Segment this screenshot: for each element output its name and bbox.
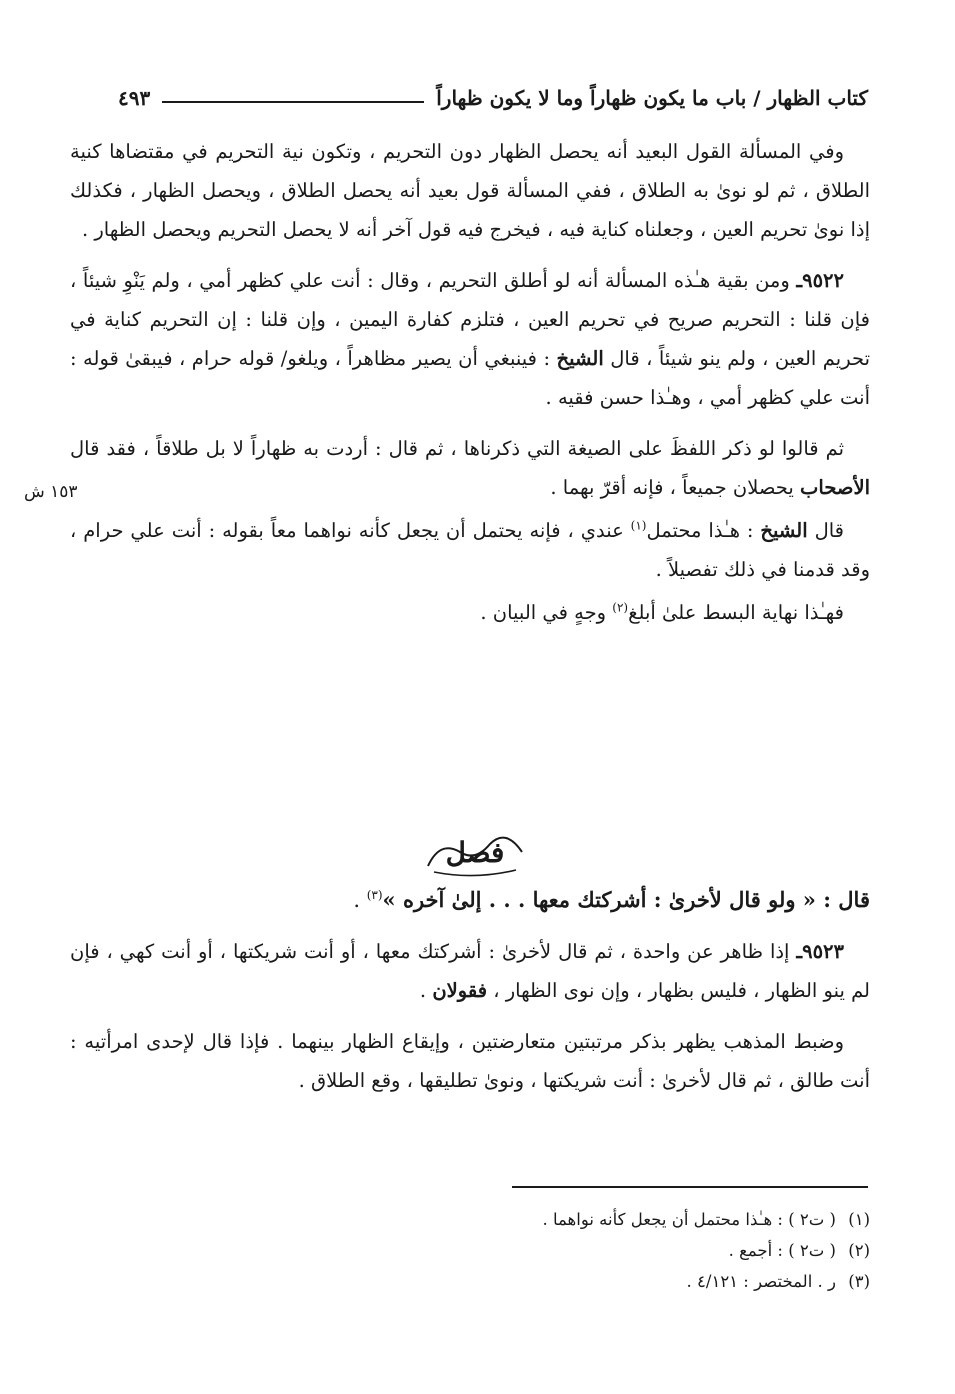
- fasl-ornament-heading: [420, 822, 530, 882]
- page-body: [70, 132, 870, 644]
- footnote-number: (٢): [848, 1241, 870, 1260]
- paragraph-text: إذا ظاهر عن واحدة ، ثم قال لأخرىٰ : أشركتك معها ، أو أنت شريكتها ، أو أنت كهي ، فإن لم ينو الظهار ، فليس بظهار ، وإن نوى الظهار ،: [70, 940, 870, 1002]
- paragraph-5: [70, 593, 870, 632]
- emphasis-term: فقولان: [432, 979, 488, 1002]
- footnote-separator: [512, 1186, 868, 1188]
- page-body-section-2: [70, 878, 870, 1112]
- footnotes: [300, 1204, 870, 1297]
- subheading-text: »: [382, 887, 403, 912]
- paragraph-text: فهـٰذا نهاية البسط علىٰ أبلغ: [628, 601, 844, 624]
- paragraph-number: ٩٥٢٣ـ: [796, 940, 844, 963]
- section-subheading: [70, 878, 870, 922]
- paragraph-text: .: [419, 979, 433, 1002]
- paragraph-text: ثم قالوا لو ذكر اللفظَ على الصيغة التي ذكرناها ، ثم قال : أردت به ظهاراً لا بل طلاقاً ، فقد قال: [70, 437, 844, 460]
- emphasis-term: الشيخ: [556, 347, 604, 370]
- subheading-text: قال : «: [795, 887, 870, 912]
- paragraph-text: قال: [807, 519, 845, 542]
- footnote-number: (١): [848, 1210, 870, 1229]
- paragraph-number: ٩٥٢٢ـ: [796, 269, 844, 292]
- header-rule: [162, 101, 424, 103]
- margin-folio-note: ١٥٣ ش: [24, 482, 78, 502]
- paragraph-text: : فينبغي أن يصير مظاهراً ، ويلغو/ قوله حرام ، فيبقىٰ قوله : أنت علي كظهر أمي ، وهـٰذا حسن فقيه .: [70, 347, 870, 409]
- paragraph-4: [70, 511, 870, 589]
- emphasis-term: الشيخ: [760, 519, 808, 542]
- footnote-2: [300, 1235, 870, 1266]
- paragraph-text: وجهٍ في البيان .: [480, 601, 613, 624]
- paragraph-text: : هـٰذا محتمل: [646, 519, 761, 542]
- footnote-text: ( ت٢ ) : هـٰذا محتمل أن يجعل كأنه نواهما .: [542, 1210, 836, 1229]
- paragraph-9523: [70, 932, 870, 1010]
- fasl-heading-text: فصل: [445, 836, 505, 869]
- paragraph-1: وفي المسألة القول البعيد أنه يحصل الظهار دون التحريم ، وتكون نية التحريم في مقتضاها كنية الطلاق ، ثم لو نوىٰ به الطلاق ، ففي المسألة قول بعيد أنه يحصل الطلاق ، ويحصل الظهار ، فكذلك إذا نوىٰ تحريم العين ، وجعلناه كناية فيه ، فيخرج فيه قول آخر أنه لا يحصل التحريم ويحصل الظهار .: [70, 140, 870, 241]
- header-title: كتاب الظهار / باب ما يكون ظهاراً وما لا يكون ظهاراً: [436, 86, 868, 110]
- subheading-text: .: [353, 888, 367, 912]
- page-number: ٤٩٣: [118, 86, 151, 110]
- footnote-1: [300, 1204, 870, 1235]
- paragraph-text: يحصلان جميعاً ، فإنه أقرّ بهما .: [550, 476, 801, 499]
- paragraph-7: وضبط المذهب يظهر بذكر مرتبتين متعارضتين ، وإيقاع الظهار بينهما . فإذا قال لإحدى امرأتيه : أنت طالق ، ثم قال لأخرىٰ : أنت شريكتها ، ونوىٰ تطليقها ، وقع الطلاق .: [70, 1030, 870, 1092]
- footnote-ref-2[interactable]: (٢): [612, 600, 629, 615]
- footnote-ref-1[interactable]: (١): [630, 518, 647, 533]
- footnote-text: ر . المختصر : ٤/١٢١ .: [686, 1272, 836, 1291]
- paragraph-3: [70, 429, 870, 507]
- paragraph-text: عندي ، فإنه يحتمل أن يجعل كأنه نواهما معاً بقوله : أنت علي حرام ، وقد قدمنا في ذلك تفصيلاً .: [70, 519, 870, 581]
- emphasis-term: الأصحاب: [800, 476, 870, 499]
- footnote-number: (٣): [848, 1272, 870, 1291]
- footnote-ref-3[interactable]: (٣): [366, 888, 383, 902]
- paragraph-9522: [70, 261, 870, 417]
- subheading-quote: ولو قال لأخرىٰ : أشركتك معها . . . إلىٰ آخره: [402, 887, 796, 912]
- running-header: [118, 78, 868, 118]
- footnote-3: [300, 1266, 870, 1297]
- paragraph-text: ومن بقية هـٰذه المسألة أنه لو أطلق التحريم ، وقال : أنت علي كظهر أمي ، ولم يَنْوِ شيئاً ، فإن قلنا : التحريم صريح في تحريم العين ، فتلزم كفارة اليمين ، وإن قلنا : إن التحريم كناية في تحريم العين ، ولم ينو شيئاً ، قال: [70, 269, 870, 370]
- footnote-text: ( ت٢ ) : أجمع .: [728, 1241, 836, 1260]
